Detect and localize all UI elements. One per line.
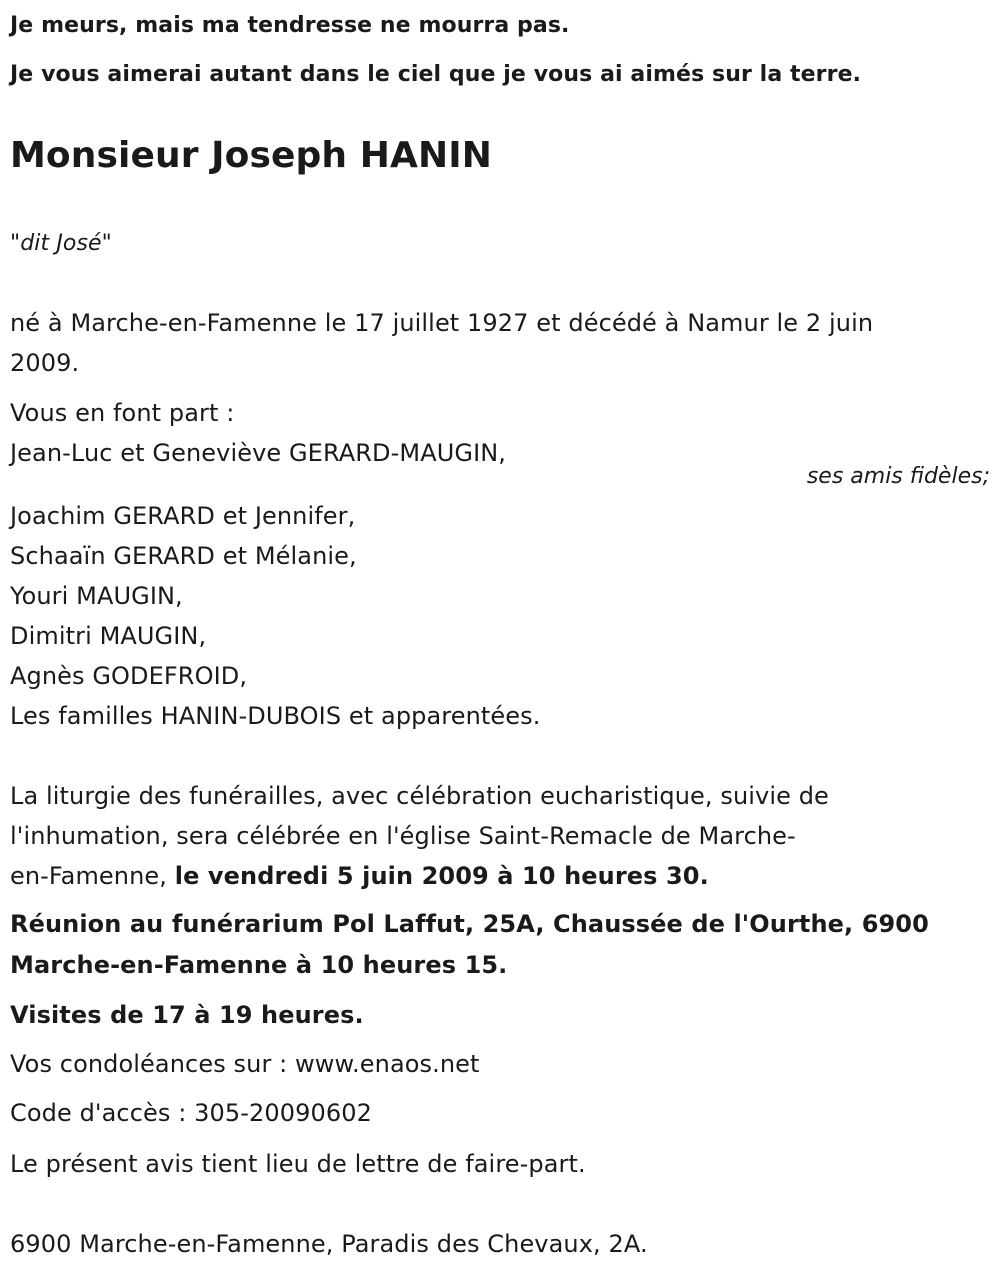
deceased-name: Monsieur Joseph HANIN — [10, 135, 492, 176]
deceased-alias: "dit José" — [10, 231, 112, 256]
friends-mention: ses amis fidèles; — [806, 464, 990, 489]
family-member: Schaaïn GERARD et Mélanie, — [10, 542, 357, 570]
quote-line-2: Je vous aimerai autant dans le ciel que je vous ai aimés sur la terre. — [10, 62, 862, 87]
family-member: Jean-Luc et Geneviève GERARD-MAUGIN, — [10, 439, 507, 467]
ceremony-place-end: en-Famenne, — [10, 862, 175, 890]
family-member: Youri MAUGIN, — [10, 582, 183, 610]
access-code: Code d'accès : 305-20090602 — [10, 1099, 372, 1127]
ceremony-line-3 — [10, 856, 709, 896]
announcement-intro: Vous en font part : — [10, 399, 235, 427]
condolences-info: Vos condoléances sur : www.enaos.net — [10, 1050, 480, 1078]
family-member: Les familles HANIN-DUBOIS et apparentées. — [10, 702, 541, 730]
birth-death-line-1: né à Marche-en-Famenne le 17 juillet 1927 et décédé à Namur le 2 juin — [10, 309, 874, 337]
address: 6900 Marche-en-Famenne, Paradis des Chevaux, 2A. — [10, 1230, 648, 1258]
ceremony-line-2: l'inhumation, sera célébrée en l'église Saint-Remacle de Marche- — [10, 822, 796, 850]
meeting-line-1: Réunion au funérarium Pol Laffut, 25A, Chaussée de l'Ourthe, 6900 — [10, 910, 929, 938]
family-member: Joachim GERARD et Jennifer, — [10, 502, 356, 530]
ceremony-line-1: La liturgie des funérailles, avec célébration eucharistique, suivie de — [10, 782, 829, 810]
meeting-line-2: Marche-en-Famenne à 10 heures 15. — [10, 951, 508, 979]
notice-statement: Le présent avis tient lieu de lettre de faire-part. — [10, 1150, 586, 1178]
birth-death-line-2: 2009. — [10, 349, 80, 377]
family-member: Dimitri MAUGIN, — [10, 622, 207, 650]
visits-info: Visites de 17 à 19 heures. — [10, 1001, 364, 1029]
family-member: Agnès GODEFROID, — [10, 662, 248, 690]
ceremony-datetime: le vendredi 5 juin 2009 à 10 heures 30. — [174, 862, 709, 890]
quote-line-1: Je meurs, mais ma tendresse ne mourra pas. — [10, 13, 570, 38]
